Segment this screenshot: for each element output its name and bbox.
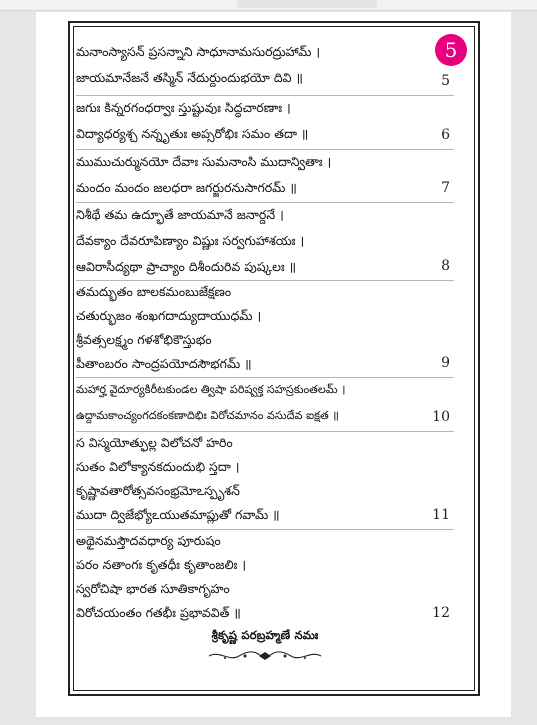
verse-line: చతుర్భుజం శంఖగదాద్యుదాయుధమ్ । bbox=[76, 308, 262, 323]
verse-block bbox=[76, 202, 454, 281]
verse-block bbox=[76, 149, 454, 203]
verse-line: జగుః కిన్నరగంధర్వాః స్తుష్టువుః సిద్ధచారణాః । bbox=[76, 100, 291, 115]
verse-block bbox=[76, 280, 454, 378]
verse-line: తమద్భుతం బాలకమంబుజేక్షణం bbox=[76, 284, 232, 299]
verse-block bbox=[76, 529, 454, 627]
verse-number: 11 bbox=[432, 507, 450, 523]
verse-line: స్వరోచిషా భారత సూతికాగృహం bbox=[76, 581, 230, 596]
verse-line: పీతాంబరం సాంద్రపయోదసౌభగమ్ ॥ bbox=[76, 356, 252, 371]
verse-line: విద్యాధర్యశ్చ నన్నృతుః అప్సరోభిః సమం తదా ॥ bbox=[76, 126, 309, 141]
verse-number: 6 bbox=[441, 127, 450, 143]
verse-line: దేవక్యాం దేవరూపిణ్యాం విష్ణుః సర్వగుహాశయః । bbox=[76, 233, 305, 248]
verse-line: సుతం విలోక్యానకదుందుభి స్తదా । bbox=[76, 459, 240, 474]
verse-line: ఉద్దామకాంచ్యంగదకంకణాదిభిః విరోచమానం వసుదేవ ఐక్షత ॥ bbox=[76, 409, 339, 422]
verse-line: ముదా ద్విజేభ్యోఽయుతమాప్లుతో గవామ్ ॥ bbox=[76, 507, 280, 522]
verse-number: 10 bbox=[432, 409, 450, 425]
verse-number: 5 bbox=[441, 73, 450, 89]
verse-line: నిశీథే తమ ఉద్భూతే జాయమానే జనార్దనే । bbox=[76, 207, 284, 222]
verse-line: మనాంస్యాసన్ ప్రసన్నాని సాధూనామసురద్రుహామ్ । bbox=[76, 44, 321, 59]
document-page bbox=[36, 12, 511, 717]
verse-block bbox=[76, 431, 454, 530]
verse-line: కృష్ణావతారోత్సవసంభ్రమోఽస్పృశన్ bbox=[76, 483, 240, 498]
viewer-toolbar bbox=[0, 0, 537, 11]
verse-number: 12 bbox=[432, 605, 450, 621]
verse-line: అథైనమస్తౌదవధార్య పూరుషం bbox=[76, 533, 221, 548]
verse-block bbox=[76, 39, 454, 96]
verse-block bbox=[76, 95, 454, 150]
verse-line: స విస్మయోత్ఫుల్ల విలోచనో హరిం bbox=[76, 435, 233, 450]
verse-number: 7 bbox=[441, 180, 450, 196]
verse-number: 9 bbox=[441, 355, 450, 371]
verse-line: మహార్హ వైదూర్యకిరీటకుండల త్విషా పరిష్వక్త సహస్రకుంతలమ్ । bbox=[76, 383, 346, 396]
closing-salutation: శ్రీకృష్ణ పరబ్రహ్మణే నమః bbox=[211, 628, 319, 642]
verse-line: జాయమానేజనే తస్మిన్ నేదుర్దుందుభయో దివి ॥ bbox=[76, 70, 303, 85]
page-footer bbox=[76, 628, 454, 663]
verse-number: 8 bbox=[441, 258, 450, 274]
verse-block bbox=[76, 377, 454, 432]
verse-line: ముముచుర్మునయో దేవాః సుమనాంసి ముదాన్వితాః । bbox=[76, 154, 332, 169]
verse-line: పరం నతాంగః కృతధీః కృతాంజలిః । bbox=[76, 557, 247, 572]
verse-line: మందం మందం జలధరా జగర్జురనుసాగరమ్ ॥ bbox=[76, 180, 297, 195]
verse-line: శ్రీవత్సలక్ష్మం గళశోభికౌస్తుభం bbox=[76, 332, 212, 347]
verse-line: ఆవిరాసీద్యథా ప్రాచ్యాం దిశీందురివ పుష్కలః ॥ bbox=[76, 259, 297, 274]
viewer-tab[interactable] bbox=[237, 0, 377, 8]
page-number-badge: 5 bbox=[435, 34, 467, 66]
flourish-ornament-icon bbox=[76, 649, 454, 663]
verse-line: విరోచయంతం గతభీః ప్రభావవిత్ ॥ bbox=[76, 605, 241, 620]
